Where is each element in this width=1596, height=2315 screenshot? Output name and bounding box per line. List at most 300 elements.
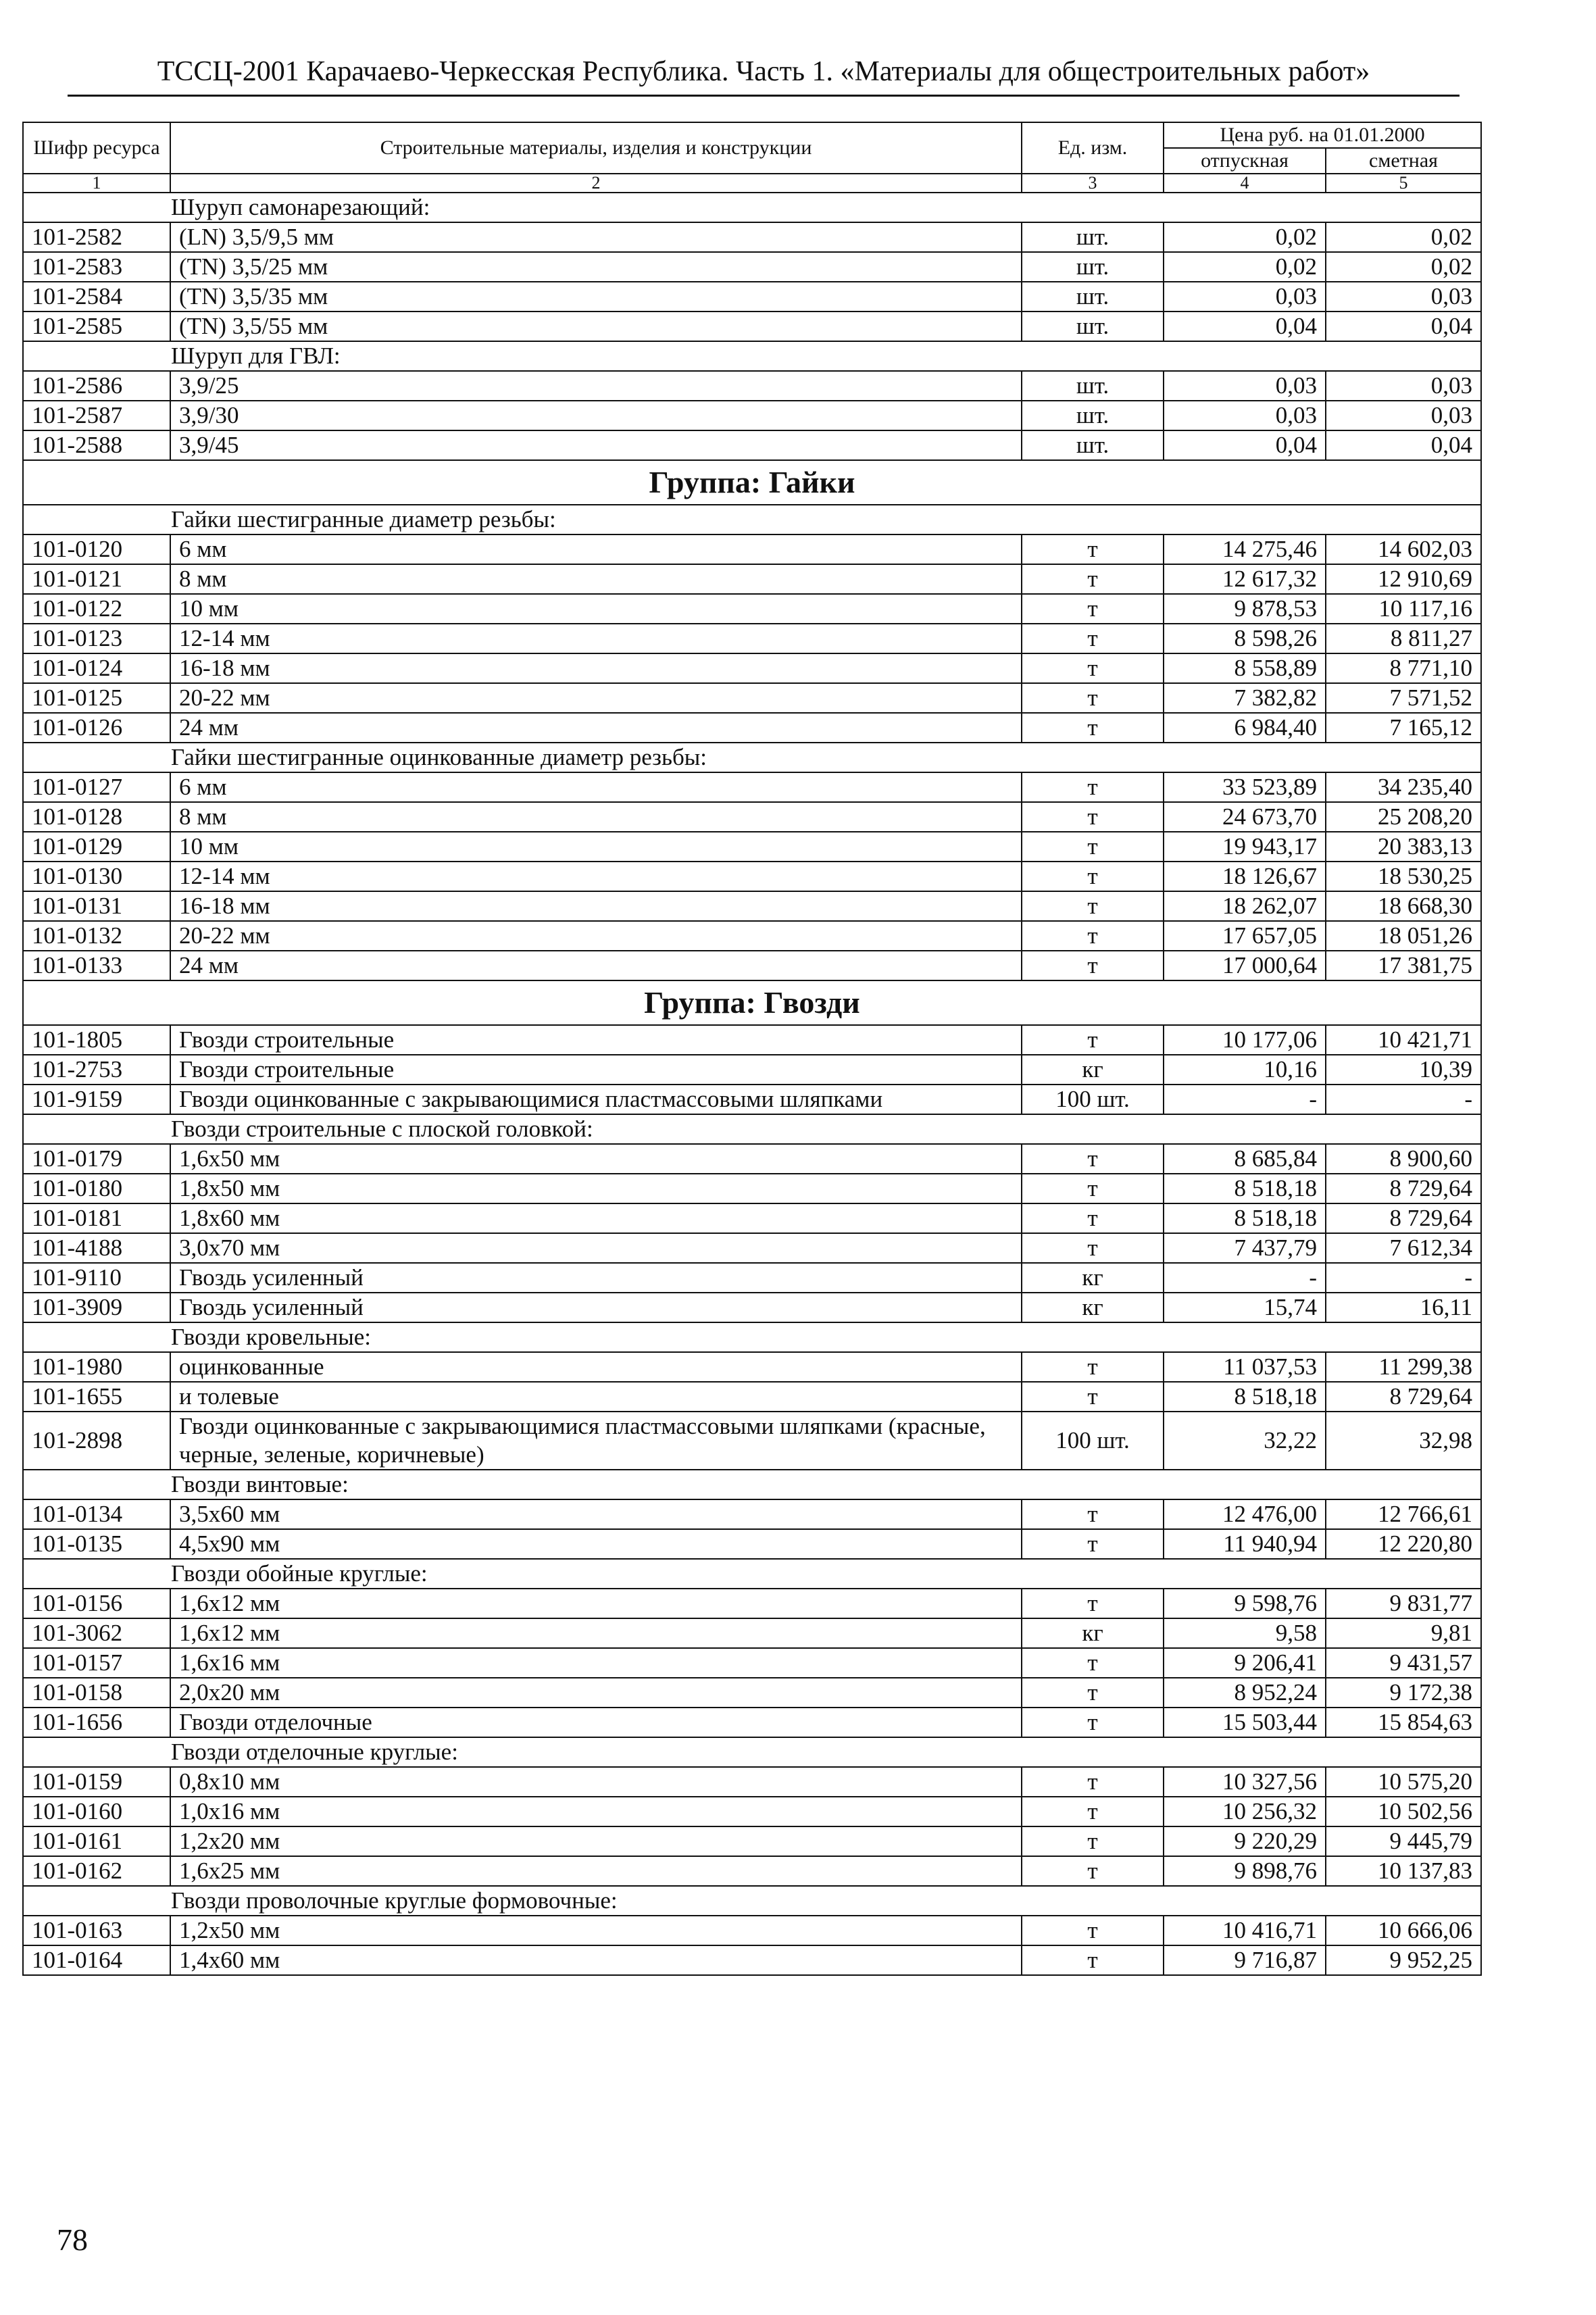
unit: т: [1022, 1708, 1164, 1737]
subheading: Гвозди кровельные:: [23, 1322, 1481, 1352]
column-number: 1: [23, 174, 170, 193]
unit: т: [1022, 1945, 1164, 1975]
resource-code: 101-0131: [23, 891, 170, 921]
table-row: [23, 683, 1481, 713]
material-name: 1,0х16 мм: [170, 1797, 1022, 1826]
table-row: [23, 401, 1481, 430]
resource-code: 101-0161: [23, 1826, 170, 1856]
material-name: Гвоздь усиленный: [170, 1293, 1022, 1322]
group-heading-row: [23, 460, 1481, 505]
material-name: Гвоздь усиленный: [170, 1263, 1022, 1293]
estimate-price: 10 117,16: [1326, 594, 1481, 624]
table-row: [23, 862, 1481, 891]
release-price: 18 126,67: [1164, 862, 1326, 891]
release-price: 10 327,56: [1164, 1767, 1326, 1797]
unit: т: [1022, 564, 1164, 594]
material-name: 20-22 мм: [170, 683, 1022, 713]
material-name: 2,0х20 мм: [170, 1678, 1022, 1708]
material-name: Гвозди оцинкованные с закрывающимися пластмассовыми шляпками: [170, 1085, 1022, 1114]
unit: т: [1022, 1529, 1164, 1559]
unit: шт.: [1022, 430, 1164, 460]
subheading: Гайки шестигранные оцинкованные диаметр резьбы:: [23, 743, 1481, 772]
release-price: 33 523,89: [1164, 772, 1326, 802]
release-price: 9 878,53: [1164, 594, 1326, 624]
material-name: 0,8х10 мм: [170, 1767, 1022, 1797]
table-row: [23, 1499, 1481, 1529]
estimate-price: 10 666,06: [1326, 1916, 1481, 1945]
release-price: 8 518,18: [1164, 1174, 1326, 1203]
material-name: 8 мм: [170, 802, 1022, 832]
estimate-price: 10 502,56: [1326, 1797, 1481, 1826]
unit: т: [1022, 653, 1164, 683]
material-name: 3,5х60 мм: [170, 1499, 1022, 1529]
estimate-price: 15 854,63: [1326, 1708, 1481, 1737]
material-name: 16-18 мм: [170, 891, 1022, 921]
estimate-price: -: [1326, 1085, 1481, 1114]
resource-code: 101-0180: [23, 1174, 170, 1203]
unit: т: [1022, 862, 1164, 891]
resource-code: 101-2588: [23, 430, 170, 460]
material-name: Гвозди строительные: [170, 1055, 1022, 1085]
estimate-price: 12 910,69: [1326, 564, 1481, 594]
unit: т: [1022, 951, 1164, 980]
resource-code: 101-2585: [23, 312, 170, 341]
unit: шт.: [1022, 312, 1164, 341]
unit: т: [1022, 1826, 1164, 1856]
resource-code: 101-4188: [23, 1233, 170, 1263]
unit: т: [1022, 1144, 1164, 1174]
resource-code: 101-0122: [23, 594, 170, 624]
unit: кг: [1022, 1618, 1164, 1648]
release-price: 10 177,06: [1164, 1025, 1326, 1055]
subheading-row: [23, 193, 1481, 222]
table-row: [23, 1352, 1481, 1382]
table-row: [23, 252, 1481, 282]
unit: т: [1022, 1797, 1164, 1826]
material-name: 4,5х90 мм: [170, 1529, 1022, 1559]
resource-code: 101-0128: [23, 802, 170, 832]
estimate-price: 18 530,25: [1326, 862, 1481, 891]
release-price: 17 000,64: [1164, 951, 1326, 980]
resource-code: 101-0164: [23, 1945, 170, 1975]
estimate-price: 10,39: [1326, 1055, 1481, 1085]
resource-code: 101-0157: [23, 1648, 170, 1678]
resource-code: 101-0120: [23, 534, 170, 564]
resource-code: 101-2753: [23, 1055, 170, 1085]
column-number-row: [23, 174, 1481, 193]
table-row: [23, 534, 1481, 564]
material-name: 1,6х25 мм: [170, 1856, 1022, 1886]
table-row: [23, 713, 1481, 743]
estimate-price: 0,03: [1326, 371, 1481, 401]
table-row: [23, 1589, 1481, 1618]
resource-code: 101-0124: [23, 653, 170, 683]
material-name: Гвозди строительные: [170, 1025, 1022, 1055]
subheading: Гайки шестигранные диаметр резьбы:: [23, 505, 1481, 534]
release-price: 15,74: [1164, 1293, 1326, 1322]
estimate-price: 7 612,34: [1326, 1233, 1481, 1263]
column-number: 4: [1164, 174, 1326, 193]
group-heading-row: [23, 980, 1481, 1025]
resource-code: 101-0123: [23, 624, 170, 653]
column-number: 2: [170, 174, 1022, 193]
release-price: 0,03: [1164, 371, 1326, 401]
table-row: [23, 921, 1481, 951]
release-price: 18 262,07: [1164, 891, 1326, 921]
material-name: 3,9/25: [170, 371, 1022, 401]
material-name: 6 мм: [170, 772, 1022, 802]
material-name: Гвозди отделочные: [170, 1708, 1022, 1737]
table-row: [23, 1293, 1481, 1322]
unit: кг: [1022, 1055, 1164, 1085]
unit: т: [1022, 713, 1164, 743]
subheading-row: [23, 1886, 1481, 1916]
material-name: 24 мм: [170, 951, 1022, 980]
table-header: [23, 122, 1481, 193]
resource-code: 101-0121: [23, 564, 170, 594]
resource-code: 101-3062: [23, 1618, 170, 1648]
material-name: (TN) 3,5/25 мм: [170, 252, 1022, 282]
unit: т: [1022, 1499, 1164, 1529]
table-row: [23, 312, 1481, 341]
unit: т: [1022, 534, 1164, 564]
release-price: 8 518,18: [1164, 1203, 1326, 1233]
material-name: 3,9/45: [170, 430, 1022, 460]
material-name: 1,8х60 мм: [170, 1203, 1022, 1233]
unit: т: [1022, 802, 1164, 832]
estimate-price: 8 900,60: [1326, 1144, 1481, 1174]
estimate-price: 9 431,57: [1326, 1648, 1481, 1678]
estimate-price: 32,98: [1326, 1412, 1481, 1470]
column-number: 5: [1326, 174, 1481, 193]
table-row: [23, 1085, 1481, 1114]
unit: кг: [1022, 1263, 1164, 1293]
estimate-price: 25 208,20: [1326, 802, 1481, 832]
table-row: [23, 1025, 1481, 1055]
release-price: -: [1164, 1085, 1326, 1114]
table-body: [23, 193, 1481, 1975]
table-row: [23, 624, 1481, 653]
release-price: 8 558,89: [1164, 653, 1326, 683]
unit: т: [1022, 594, 1164, 624]
estimate-price: 12 220,80: [1326, 1529, 1481, 1559]
resource-code: 101-2583: [23, 252, 170, 282]
unit: 100 шт.: [1022, 1412, 1164, 1470]
resource-code: 101-0163: [23, 1916, 170, 1945]
unit: кг: [1022, 1293, 1164, 1322]
release-price: 6 984,40: [1164, 713, 1326, 743]
resource-code: 101-0135: [23, 1529, 170, 1559]
table-row: [23, 1678, 1481, 1708]
unit: т: [1022, 1589, 1164, 1618]
table-row: [23, 1263, 1481, 1293]
subheading: Гвозди винтовые:: [23, 1470, 1481, 1499]
column-header-estimate: сметная: [1326, 148, 1481, 174]
estimate-price: 12 766,61: [1326, 1499, 1481, 1529]
release-price: 24 673,70: [1164, 802, 1326, 832]
release-price: 15 503,44: [1164, 1708, 1326, 1737]
material-name: (LN) 3,5/9,5 мм: [170, 222, 1022, 252]
material-name: 3,9/30: [170, 401, 1022, 430]
release-price: 12 476,00: [1164, 1499, 1326, 1529]
table-row: [23, 1203, 1481, 1233]
table-row: [23, 430, 1481, 460]
resource-code: 101-0158: [23, 1678, 170, 1708]
material-name: 16-18 мм: [170, 653, 1022, 683]
release-price: 10,16: [1164, 1055, 1326, 1085]
resource-code: 101-2587: [23, 401, 170, 430]
release-price: 0,03: [1164, 401, 1326, 430]
table-row: [23, 1797, 1481, 1826]
release-price: 9 206,41: [1164, 1648, 1326, 1678]
material-name: 6 мм: [170, 534, 1022, 564]
unit: т: [1022, 1678, 1164, 1708]
subheading-row: [23, 341, 1481, 371]
estimate-price: 7 165,12: [1326, 713, 1481, 743]
subheading-row: [23, 743, 1481, 772]
table-row: [23, 222, 1481, 252]
resource-code: 101-0130: [23, 862, 170, 891]
unit: т: [1022, 1174, 1164, 1203]
material-name: 12-14 мм: [170, 862, 1022, 891]
resource-code: 101-0129: [23, 832, 170, 862]
resource-code: 101-0134: [23, 1499, 170, 1529]
unit: т: [1022, 891, 1164, 921]
material-name: 8 мм: [170, 564, 1022, 594]
material-name: и толевые: [170, 1382, 1022, 1412]
estimate-price: 0,02: [1326, 222, 1481, 252]
subheading: Гвозди проволочные круглые формовочные:: [23, 1886, 1481, 1916]
material-name: 24 мм: [170, 713, 1022, 743]
estimate-price: 0,02: [1326, 252, 1481, 282]
table-row: [23, 282, 1481, 312]
resource-code: 101-0181: [23, 1203, 170, 1233]
material-name: оцинкованные: [170, 1352, 1022, 1382]
table-row: [23, 1174, 1481, 1203]
resource-code: 101-1980: [23, 1352, 170, 1382]
resource-code: 101-0162: [23, 1856, 170, 1886]
estimate-price: 10 575,20: [1326, 1767, 1481, 1797]
material-name: (TN) 3,5/35 мм: [170, 282, 1022, 312]
estimate-price: 9,81: [1326, 1618, 1481, 1648]
table-row: [23, 1412, 1481, 1470]
table-row: [23, 1856, 1481, 1886]
unit: т: [1022, 1352, 1164, 1382]
release-price: 19 943,17: [1164, 832, 1326, 862]
release-price: 0,04: [1164, 312, 1326, 341]
material-name: 1,6х12 мм: [170, 1618, 1022, 1648]
estimate-price: 18 668,30: [1326, 891, 1481, 921]
table-row: [23, 1767, 1481, 1797]
unit: т: [1022, 1767, 1164, 1797]
price-table: [22, 122, 1482, 1976]
material-name: 1,6х16 мм: [170, 1648, 1022, 1678]
column-header-price: Цена руб. на 01.01.2000: [1164, 122, 1481, 148]
unit: т: [1022, 1233, 1164, 1263]
unit: т: [1022, 1203, 1164, 1233]
estimate-price: 10 137,83: [1326, 1856, 1481, 1886]
subheading: Гвозди отделочные круглые:: [23, 1737, 1481, 1767]
table-row: [23, 1708, 1481, 1737]
resource-code: 101-0133: [23, 951, 170, 980]
material-name: 1,4х60 мм: [170, 1945, 1022, 1975]
release-price: 8 598,26: [1164, 624, 1326, 653]
resource-code: 101-0126: [23, 713, 170, 743]
table-row: [23, 1648, 1481, 1678]
resource-code: 101-1655: [23, 1382, 170, 1412]
subheading-row: [23, 1737, 1481, 1767]
unit: т: [1022, 832, 1164, 862]
subheading-row: [23, 1470, 1481, 1499]
subheading: Шуруп самонарезающий:: [23, 193, 1481, 222]
release-price: 11 940,94: [1164, 1529, 1326, 1559]
estimate-price: 0,04: [1326, 312, 1481, 341]
estimate-price: 16,11: [1326, 1293, 1481, 1322]
resource-code: 101-2898: [23, 1412, 170, 1470]
table-row: [23, 1233, 1481, 1263]
material-name: 1,6х50 мм: [170, 1144, 1022, 1174]
release-price: 0,02: [1164, 252, 1326, 282]
release-price: 9 598,76: [1164, 1589, 1326, 1618]
release-price: -: [1164, 1263, 1326, 1293]
release-price: 9 898,76: [1164, 1856, 1326, 1886]
page-header-title: ТССЦ-2001 Карачаево-Черкесская Республика. Часть 1. «Материалы для общестроительных работ»: [68, 55, 1460, 97]
column-header-name: Строительные материалы, изделия и конструкции: [170, 122, 1022, 174]
table-row: [23, 1055, 1481, 1085]
release-price: 14 275,46: [1164, 534, 1326, 564]
estimate-price: 20 383,13: [1326, 832, 1481, 862]
release-price: 7 382,82: [1164, 683, 1326, 713]
release-price: 9 716,87: [1164, 1945, 1326, 1975]
estimate-price: 34 235,40: [1326, 772, 1481, 802]
estimate-price: 14 602,03: [1326, 534, 1481, 564]
subheading-row: [23, 1322, 1481, 1352]
subheading-row: [23, 1559, 1481, 1589]
material-name: 1,2х50 мм: [170, 1916, 1022, 1945]
table-row: [23, 564, 1481, 594]
estimate-price: 8 729,64: [1326, 1174, 1481, 1203]
estimate-price: 9 172,38: [1326, 1678, 1481, 1708]
release-price: 0,04: [1164, 430, 1326, 460]
estimate-price: 17 381,75: [1326, 951, 1481, 980]
table-row: [23, 1144, 1481, 1174]
column-number: 3: [1022, 174, 1164, 193]
estimate-price: 0,03: [1326, 401, 1481, 430]
unit: т: [1022, 1382, 1164, 1412]
unit: 100 шт.: [1022, 1085, 1164, 1114]
release-price: 10 256,32: [1164, 1797, 1326, 1826]
material-name: 1,8х50 мм: [170, 1174, 1022, 1203]
table-row: [23, 653, 1481, 683]
resource-code: 101-0127: [23, 772, 170, 802]
unit: т: [1022, 1856, 1164, 1886]
unit: т: [1022, 624, 1164, 653]
material-name: 1,6х12 мм: [170, 1589, 1022, 1618]
material-name: 3,0х70 мм: [170, 1233, 1022, 1263]
resource-code: 101-9159: [23, 1085, 170, 1114]
table-row: [23, 772, 1481, 802]
estimate-price: 0,04: [1326, 430, 1481, 460]
resource-code: 101-0179: [23, 1144, 170, 1174]
release-price: 0,02: [1164, 222, 1326, 252]
resource-code: 101-2584: [23, 282, 170, 312]
release-price: 9,58: [1164, 1618, 1326, 1648]
column-header-unit: Ед. изм.: [1022, 122, 1164, 174]
unit: т: [1022, 1648, 1164, 1678]
table-row: [23, 951, 1481, 980]
resource-code: 101-2582: [23, 222, 170, 252]
resource-code: 101-3909: [23, 1293, 170, 1322]
resource-code: 101-0132: [23, 921, 170, 951]
resource-code: 101-1656: [23, 1708, 170, 1737]
table-row: [23, 594, 1481, 624]
estimate-price: 9 952,25: [1326, 1945, 1481, 1975]
subheading-row: [23, 505, 1481, 534]
group-heading: Группа: Гвозди: [23, 980, 1481, 1025]
estimate-price: 9 445,79: [1326, 1826, 1481, 1856]
release-price: 8 518,18: [1164, 1382, 1326, 1412]
subheading-row: [23, 1114, 1481, 1144]
table-row: [23, 1945, 1481, 1975]
unit: т: [1022, 772, 1164, 802]
unit: шт.: [1022, 252, 1164, 282]
material-name: 20-22 мм: [170, 921, 1022, 951]
resource-code: 101-0159: [23, 1767, 170, 1797]
table-row: [23, 802, 1481, 832]
release-price: 32,22: [1164, 1412, 1326, 1470]
estimate-price: 8 811,27: [1326, 624, 1481, 653]
unit: т: [1022, 1916, 1164, 1945]
release-price: 0,03: [1164, 282, 1326, 312]
release-price: 12 617,32: [1164, 564, 1326, 594]
resource-code: 101-1805: [23, 1025, 170, 1055]
estimate-price: 8 771,10: [1326, 653, 1481, 683]
estimate-price: 8 729,64: [1326, 1203, 1481, 1233]
estimate-price: 9 831,77: [1326, 1589, 1481, 1618]
unit: шт.: [1022, 401, 1164, 430]
table-row: [23, 1382, 1481, 1412]
subheading: Гвозди обойные круглые:: [23, 1559, 1481, 1589]
resource-code: 101-2586: [23, 371, 170, 401]
unit: шт.: [1022, 282, 1164, 312]
table-row: [23, 1916, 1481, 1945]
unit: т: [1022, 683, 1164, 713]
unit: шт.: [1022, 222, 1164, 252]
release-price: 11 037,53: [1164, 1352, 1326, 1382]
release-price: 17 657,05: [1164, 921, 1326, 951]
release-price: 9 220,29: [1164, 1826, 1326, 1856]
subheading: Гвозди строительные с плоской головкой:: [23, 1114, 1481, 1144]
resource-code: 101-0160: [23, 1797, 170, 1826]
material-name: Гвозди оцинкованные с закрывающимися пластмассовыми шляпками (красные, черные, зеленые, коричневые): [170, 1412, 1022, 1470]
material-name: 12-14 мм: [170, 624, 1022, 653]
estimate-price: 0,03: [1326, 282, 1481, 312]
estimate-price: 11 299,38: [1326, 1352, 1481, 1382]
table-row: [23, 371, 1481, 401]
resource-code: 101-0125: [23, 683, 170, 713]
release-price: 7 437,79: [1164, 1233, 1326, 1263]
release-price: 8 952,24: [1164, 1678, 1326, 1708]
table-row: [23, 1618, 1481, 1648]
estimate-price: 8 729,64: [1326, 1382, 1481, 1412]
group-heading: Группа: Гайки: [23, 460, 1481, 505]
material-name: (TN) 3,5/55 мм: [170, 312, 1022, 341]
estimate-price: 7 571,52: [1326, 683, 1481, 713]
estimate-price: 10 421,71: [1326, 1025, 1481, 1055]
material-name: 10 мм: [170, 832, 1022, 862]
unit: шт.: [1022, 371, 1164, 401]
material-name: 1,2х20 мм: [170, 1826, 1022, 1856]
